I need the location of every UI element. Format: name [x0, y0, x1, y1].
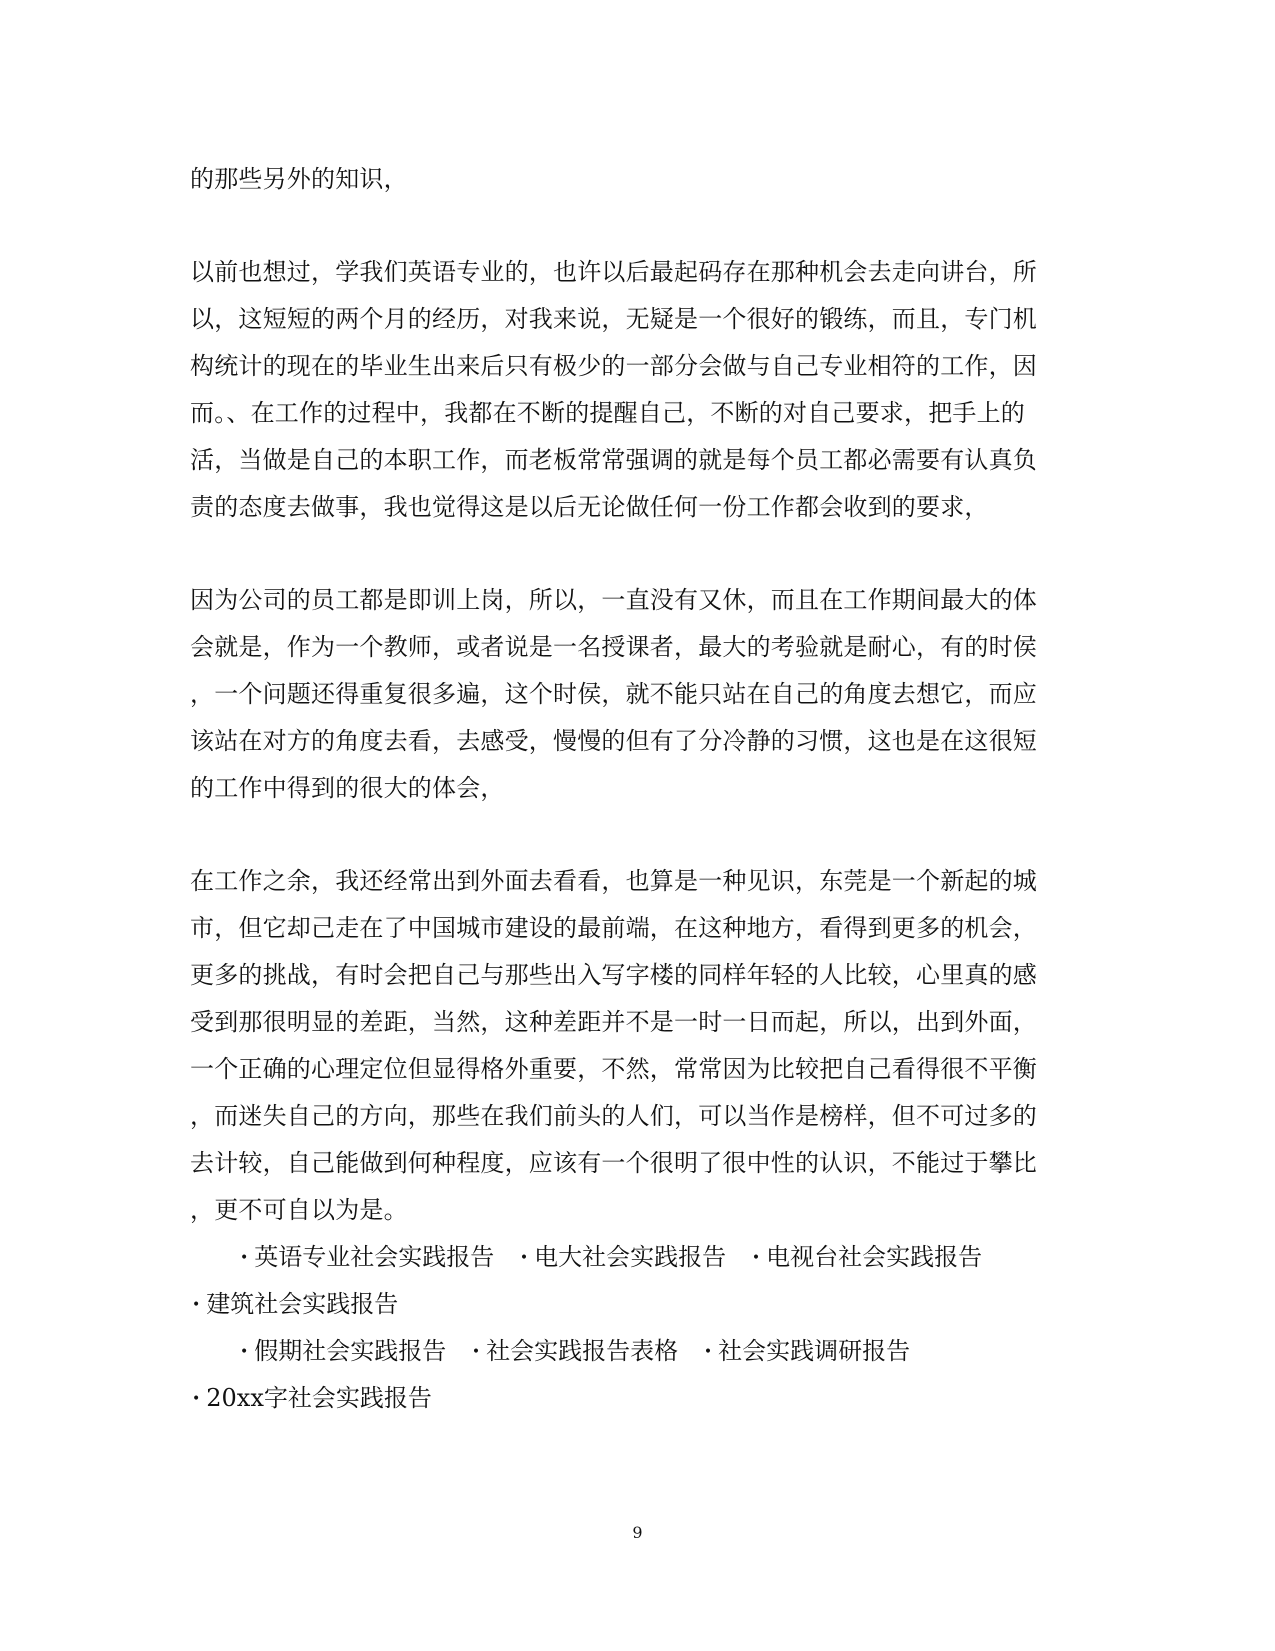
related-link-holiday[interactable]	[240, 1335, 446, 1368]
related-links-row-1	[240, 1241, 1000, 1274]
link-label: 电大社会实践报告	[534, 1243, 727, 1271]
paragraph-2-line-6: 责的态度去做事，我也觉得这是以后无论做任何一份工作都会收到的要求，	[190, 493, 989, 521]
page-number: 9	[632, 1523, 643, 1542]
link-label: 社会实践调研报告	[718, 1337, 911, 1365]
bullet-icon: •	[703, 1344, 713, 1360]
bullet-icon: •	[192, 1391, 201, 1407]
paragraph-3-line-3: ，一个问题还得重复很多遍，这个时侯，就不能只站在自己的角度去想它，而应	[190, 680, 1037, 708]
paragraph-3-line-2: 会就是，作为一个教师，或者说是一名授课者，最大的考验就是耐心，有的时侯	[190, 633, 1037, 661]
bullet-icon: •	[192, 1297, 201, 1313]
related-link-architecture[interactable]	[192, 1288, 398, 1321]
paragraph-4-line-6: ，而迷失自己的方向，那些在我们前头的人们，可以当作是榜样，但不可过多的	[190, 1102, 1037, 1130]
bullet-icon: •	[240, 1250, 249, 1266]
paragraph-4-line-1: 在工作之余，我还经常出到外面去看看，也算是一种见识，东莞是一个新起的城	[190, 867, 1037, 895]
paragraph-1-line-1: 的那些另外的知识，	[190, 165, 408, 193]
link-label: 建筑社会实践报告	[206, 1290, 399, 1318]
paragraph-2-line-4: 而。、在工作的过程中，我都在不断的提醒自己，不断的对自己要求，把手上的	[190, 399, 1025, 427]
paragraph-4-line-8: ，更不可自以为是。	[190, 1196, 408, 1224]
paragraph-3-line-5: 的工作中得到的很大的体会，	[190, 774, 505, 802]
link-label: 20xx字社会实践报告	[206, 1384, 432, 1412]
related-link-word-count[interactable]	[192, 1382, 432, 1415]
paragraph-3-line-4: 该站在对方的角度去看，去感受，慢慢的但有了分冷静的习惯，这也是在这很短	[190, 727, 1037, 755]
paragraph-2-line-3: 构统计的现在的毕业生出来后只有极少的一部分会做与自己专业相符的工作，因	[190, 352, 1037, 380]
bullet-icon: •	[519, 1250, 529, 1266]
link-label: 假期社会实践报告	[254, 1337, 447, 1365]
paragraph-2-line-2: 以，这短短的两个月的经历，对我来说，无疑是一个很好的锻练，而且，专门机	[190, 305, 1037, 333]
paragraph-3-line-1: 因为公司的员工都是即训上岗，所以，一直没有又休，而且在工作期间最大的体	[190, 586, 1037, 614]
bullet-icon: •	[751, 1250, 761, 1266]
paragraph-4-line-2: 市，但它却己走在了中国城市建设的最前端，在这种地方，看得到更多的机会，	[190, 914, 1037, 942]
related-links-row-4	[192, 1382, 450, 1415]
paragraph-2-line-1: 以前也想过，学我们英语专业的，也许以后最起码存在那种机会去走向讲台，所	[190, 258, 1037, 286]
paragraph-4-line-5: 一个正确的心理定位但显得格外重要，不然，常常因为比较把自己看得很不平衡	[190, 1055, 1037, 1083]
related-link-english-major[interactable]	[240, 1241, 494, 1274]
link-label: 社会实践报告表格	[486, 1337, 679, 1365]
paragraph-4-line-4: 受到那很明显的差距，当然，这种差距并不是一时一日而起，所以，出到外面，	[190, 1008, 1037, 1036]
related-links-row-2	[192, 1288, 416, 1321]
related-links-row-3	[240, 1335, 928, 1368]
link-label: 电视台社会实践报告	[766, 1243, 983, 1271]
bullet-icon: •	[471, 1344, 481, 1360]
link-label: 英语专业社会实践报告	[254, 1243, 495, 1271]
bullet-icon: •	[240, 1344, 249, 1360]
related-link-tv-station[interactable]	[752, 1241, 982, 1274]
related-link-report-form[interactable]	[472, 1335, 678, 1368]
paragraph-4-line-7: 去计较，自己能做到何种程度，应该有一个很明了很中性的认识，不能过于攀比	[190, 1149, 1037, 1177]
paragraph-2-line-5: 活，当做是自己的本职工作，而老板常常强调的就是每个员工都必需要有认真负	[190, 446, 1037, 474]
related-link-tv-university[interactable]	[520, 1241, 726, 1274]
related-link-survey-report[interactable]	[704, 1335, 910, 1368]
paragraph-4-line-3: 更多的挑战，有时会把自己与那些出入写字楼的同样年轻的人比较，心里真的感	[190, 961, 1037, 989]
